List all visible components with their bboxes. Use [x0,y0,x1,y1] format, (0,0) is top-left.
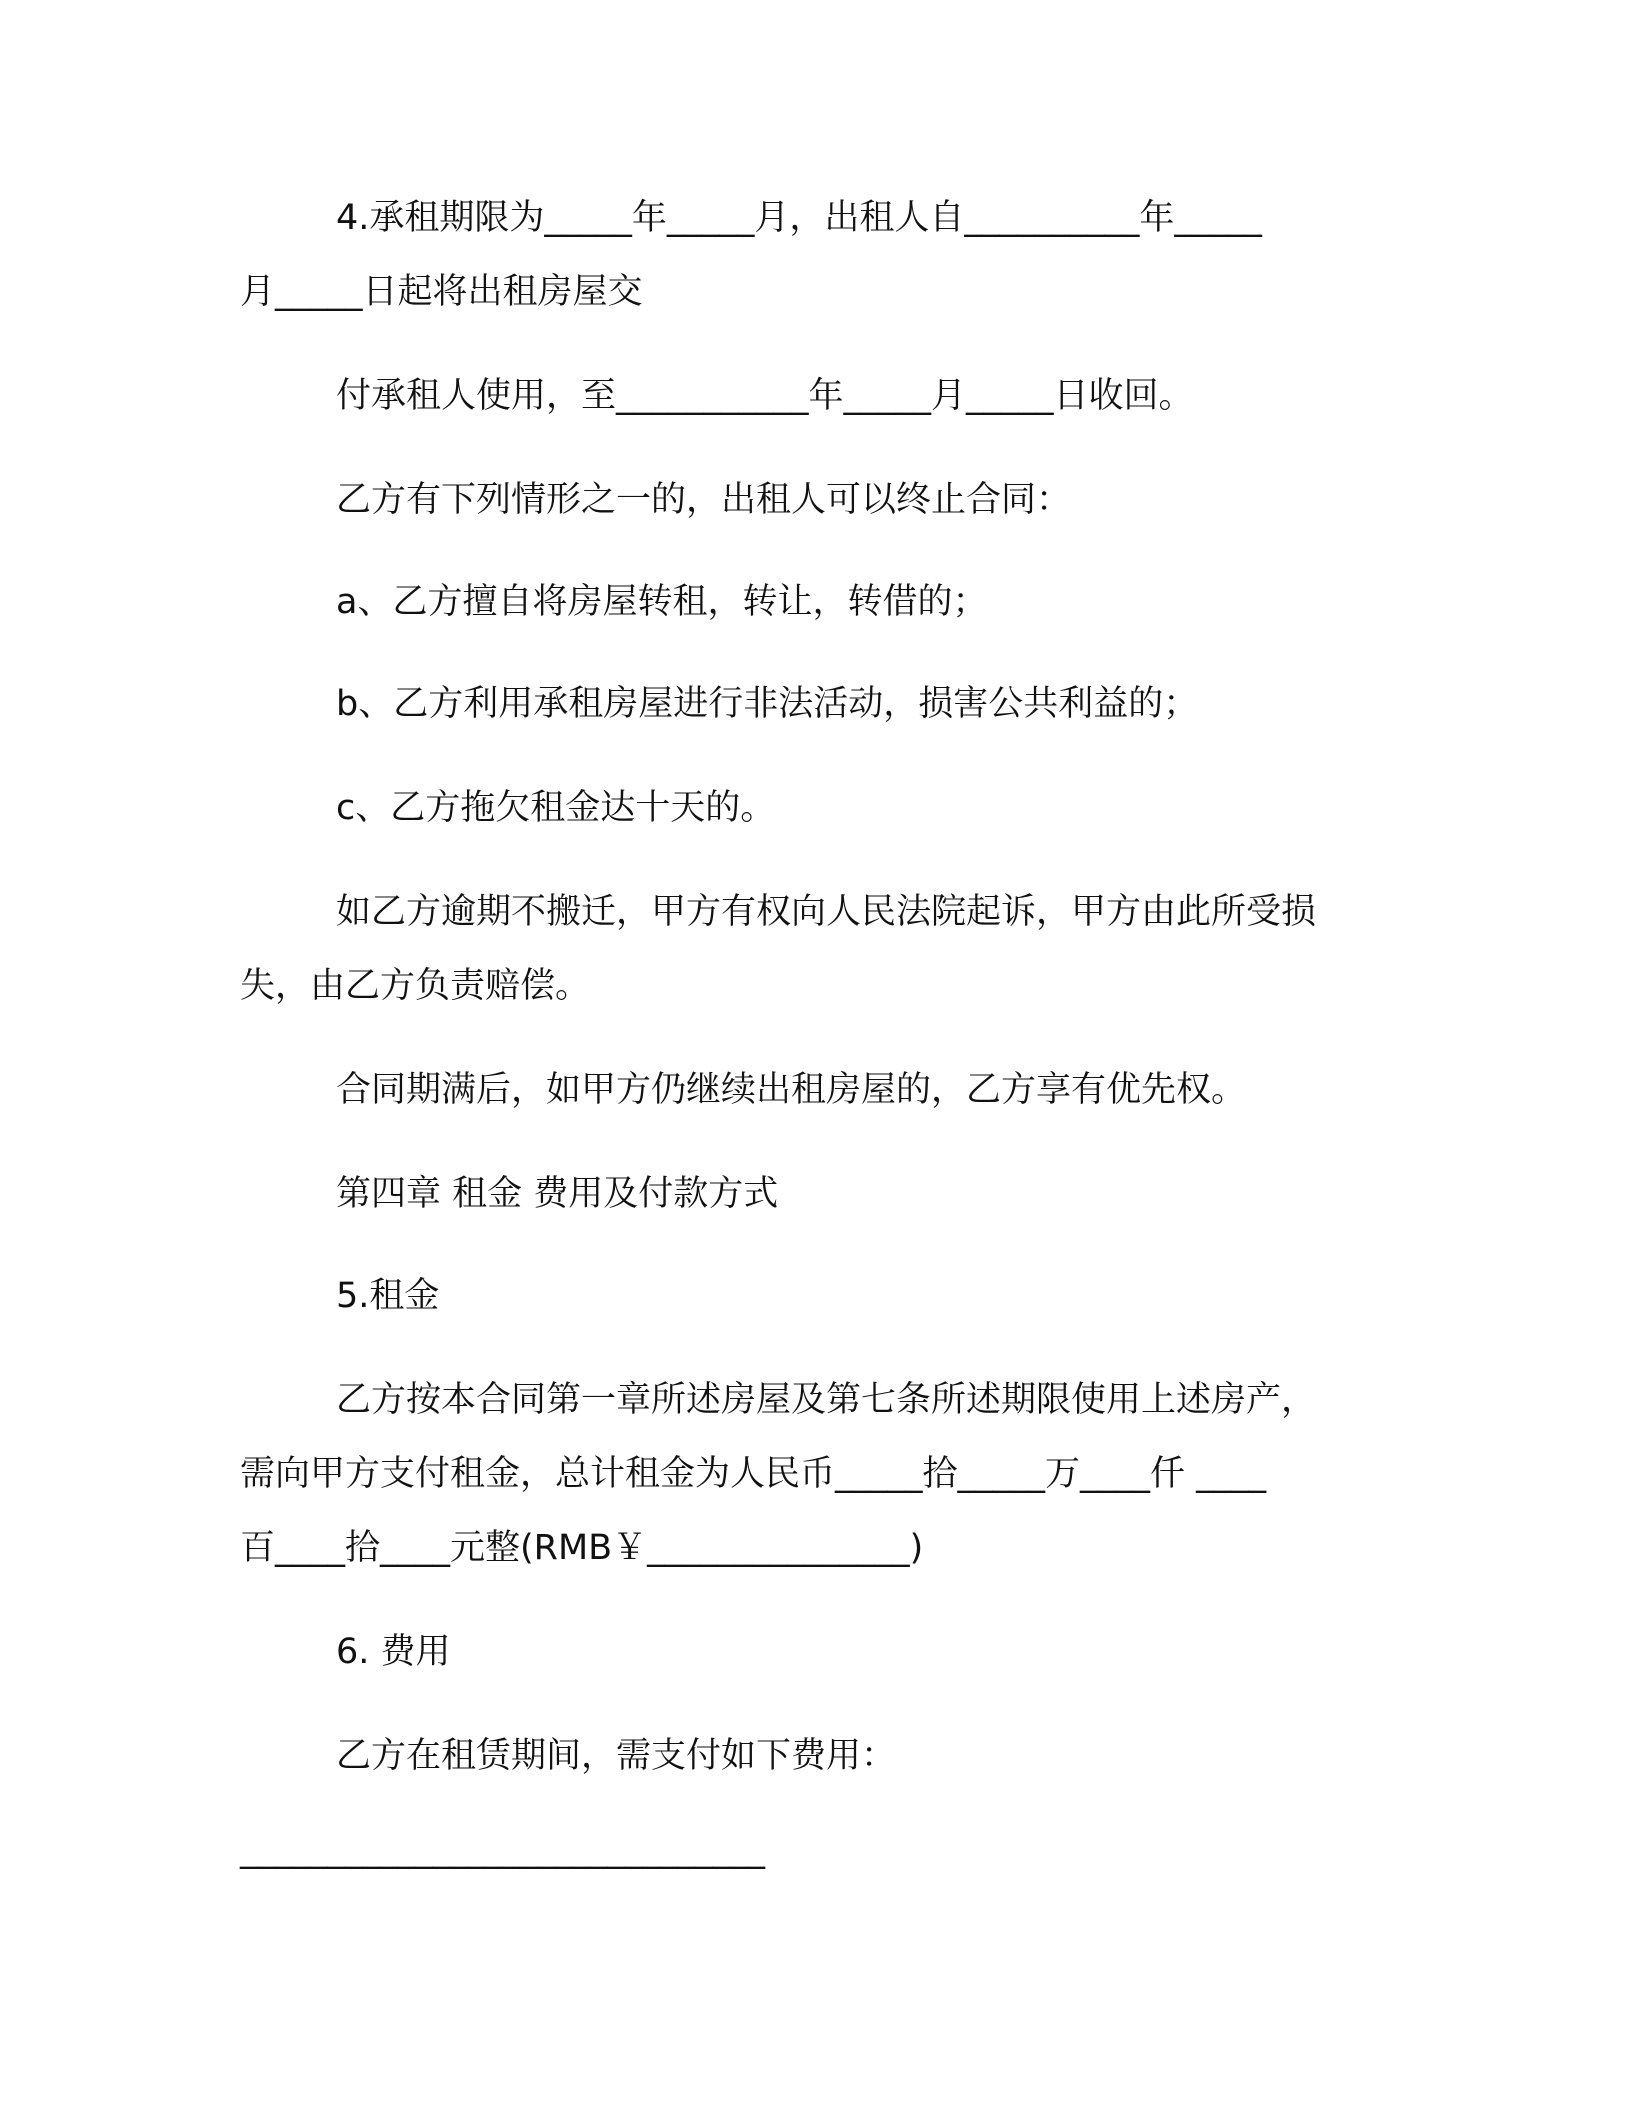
rent-clause-line: 乙方按本合同第一章所述房屋及第七条所述期限使用上述房产， [336,1380,1317,1420]
fees-intro: 乙方在租赁期间，需支付如下费用： [336,1736,897,1776]
termination-item-c: c、乙方拖欠租金达十天的。 [336,788,776,828]
termination-intro: 乙方有下列情形之一的，出租人可以终止合同： [336,480,1072,520]
termination-item-b: b、乙方利用承租房屋进行非法活动，损害公共利益的； [336,684,1199,724]
lease-term-line: 4.承租期限为_____年_____月，出租人自__________年_____ [336,198,1262,238]
overdue-clause-line-continued: 失，由乙方负责赔偿。 [240,966,591,1006]
section-fees-heading: 6. 费用 [336,1632,451,1672]
rent-amount-line: 需向甲方支付租金，总计租金为人民币_____拾_____万____仟 ____ [240,1454,1267,1494]
lease-return-line: 付承租人使用，至___________年_____月_____日收回。 [336,376,1194,416]
lease-term-line-continued: 月_____日起将出租房屋交 [240,272,643,312]
overdue-clause-line: 如乙方逾期不搬迁，甲方有权向人民法院起诉，甲方由此所受损 [336,892,1317,932]
termination-item-a: a、乙方擅自将房屋转租，转让，转借的； [336,582,988,622]
rent-amount-rmb-line: 百____拾____元整(RMB￥_______________) [240,1528,924,1568]
section-rent-heading: 5.租金 [336,1276,440,1316]
chapter-four-heading: 第四章 租金 费用及付款方式 [336,1174,779,1214]
priority-clause: 合同期满后，如甲方仍继续出租房屋的，乙方享有优先权。 [336,1070,1247,1110]
fees-blank-line: ______________________________ [240,1830,765,1870]
